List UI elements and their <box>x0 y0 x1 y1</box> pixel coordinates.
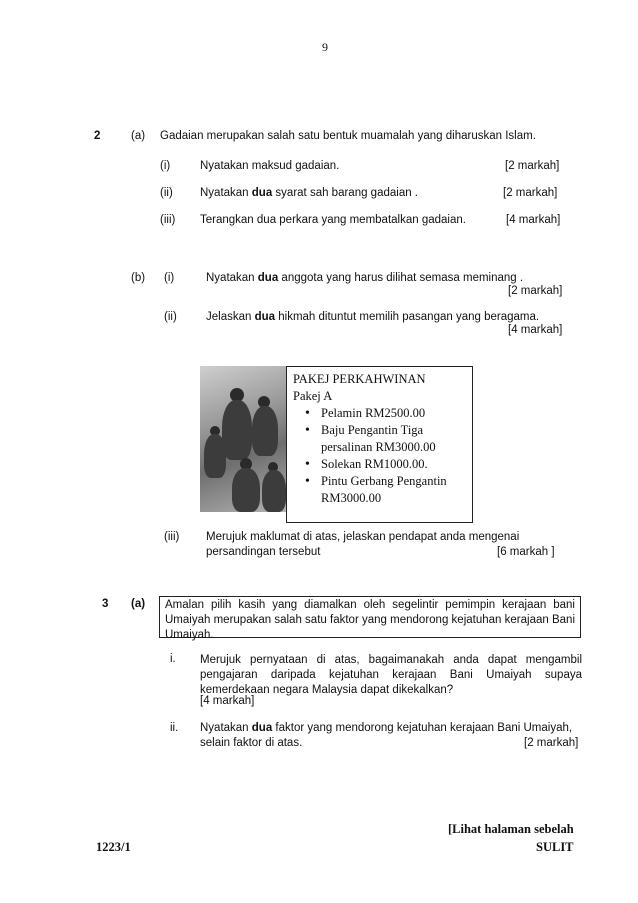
q2b-iii-label: (iii) <box>164 531 180 543</box>
wedding-photo <box>200 366 292 512</box>
q2a-stem: Gadaian merupakan salah satu bentuk muamalah yang diharuskan Islam. <box>160 130 536 142</box>
q3-number: 3 <box>102 598 109 610</box>
q3-ii-marks: [2 markah] <box>524 737 579 749</box>
next-page-note: [Lihat halaman sebelah <box>448 822 574 836</box>
q2a-iii-marks: [4 markah] <box>506 214 561 226</box>
package-title: PAKEJ PERKAHWINAN <box>293 372 426 386</box>
package-item: • Baju Pengantin Tiga persalinan RM3000.00 <box>311 422 471 456</box>
q2b-iii-marks: [6 markah ] <box>497 546 555 558</box>
q2-number: 2 <box>94 130 101 142</box>
q2a-iii-text: Terangkan dua perkara yang membatalkan gadaian. <box>200 214 466 226</box>
q2a-ii-label: (ii) <box>160 187 173 199</box>
q3-stimulus: Amalan pilih kasih yang diamalkan oleh segelintir pemimpin kerajaan bani Umaiyah merupakan salah satu faktor yang mendorong kejatuhan kerajaan Bani Umaiyah. <box>159 596 581 638</box>
q2b-ii-marks: [4 markah] <box>508 324 563 336</box>
q3-ii-label: ii. <box>170 722 179 734</box>
q3-i-marks: [4 markah] <box>200 695 255 707</box>
paper-code: 1223/1 <box>96 840 131 854</box>
q2b-iii-line2: persandingan tersebut <box>206 546 321 558</box>
q2a-i-marks: [2 markah] <box>505 160 560 172</box>
q2a-ii-text: Nyatakan dua syarat sah barang gadaian . <box>200 187 419 199</box>
q2b-ii-label: (ii) <box>164 311 177 323</box>
classification-label: SULIT <box>536 840 574 854</box>
q3-ii-text: Nyatakan dua faktor yang mendorong kejatuhan kerajaan Bani Umaiyah, <box>200 722 573 734</box>
q2a-i-label: (i) <box>160 160 171 172</box>
package-subtitle: Pakej A <box>293 389 333 403</box>
q3a-label: (a) <box>131 598 146 610</box>
q2b-i-marks: [2 markah] <box>508 285 563 297</box>
q3-i-label: i. <box>170 653 176 665</box>
package-item: • Pintu Gerbang Pengantin RM3000.00 <box>311 473 481 507</box>
package-item: • Pelamin RM2500.00 <box>311 405 466 422</box>
q2b-label: (b) <box>131 272 146 284</box>
q2b-i-text: Nyatakan dua anggota yang harus dilihat semasa meminang . <box>206 272 524 284</box>
package-list <box>293 405 466 507</box>
q2a-label: (a) <box>131 130 146 142</box>
q2a-ii-marks: [2 markah] <box>503 187 558 199</box>
q2b-ii-text: Jelaskan dua hikmah dituntut memilih pasangan yang beragama. <box>206 311 540 323</box>
q2b-iii-line1: Merujuk maklumat di atas, jelaskan pendapat anda mengenai <box>206 531 520 543</box>
package-box <box>286 366 473 523</box>
q2a-iii-label: (iii) <box>160 214 176 226</box>
q2a-i-text: Nyatakan maksud gadaian. <box>200 160 340 172</box>
page-number: 9 <box>322 40 328 54</box>
q3-ii-line2: selain faktor di atas. <box>200 737 303 749</box>
package-item: • Solekan RM1000.00. <box>311 456 466 473</box>
q2b-i-label: (i) <box>164 272 175 284</box>
q3-i-text: Merujuk pernyataan di atas, bagaimanakah anda dapat mengambil pengajaran daripada kejatuhan kerajaan Bani Umaiyah supaya kemerdekaan negara Malaysia dapat dikekalkan? <box>200 654 582 696</box>
